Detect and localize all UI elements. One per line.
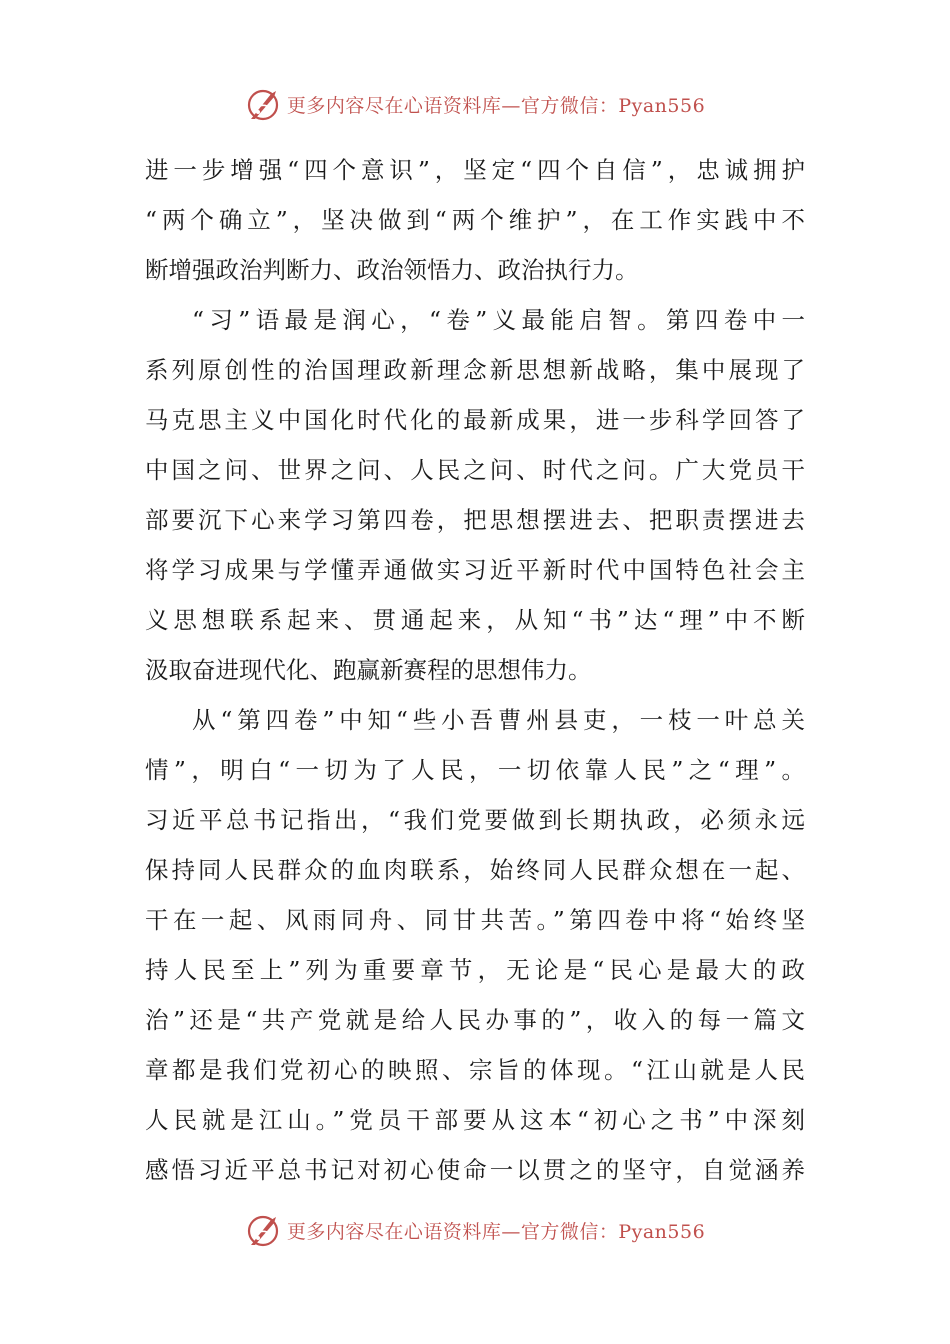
text-line: 人民就是江山。”党员干部要从这本“初心之书”中深刻 <box>145 1106 805 1134</box>
text-line: 将学习成果与学懂弄通做实习近平新时代中国特色社会主 <box>145 556 805 584</box>
text-line: 汲取奋进现代化、跑赢新赛程的思想伟力。 <box>145 656 592 684</box>
text-line: 干在一起、风雨同舟、同甘共苦。”第四卷中将“始终坚 <box>145 906 805 934</box>
pen-logo-icon <box>245 86 281 122</box>
text-line: 中国之问、世界之问、人民之问、时代之问。广大党员干 <box>145 456 805 484</box>
pen-logo-icon <box>245 1212 281 1248</box>
text-line: 进一步增强“四个意识”，坚定“四个自信”，忠诚拥护 <box>145 156 805 184</box>
watermark-text: 更多内容尽在心语资料库—官方微信：Pyan556 <box>286 1220 706 1243</box>
text-line: 义思想联系起来、贯通起来，从知“书”达“理”中不断 <box>145 606 805 634</box>
header-watermark <box>0 84 950 124</box>
text-line: 习近平总书记指出，“我们党要做到长期执政，必须永远 <box>145 806 805 834</box>
text-line: 情”，明白“一切为了人民，一切依靠人民”之“理”。 <box>145 756 805 784</box>
footer-watermark <box>0 1210 950 1250</box>
text-line: 马克思主义中国化时代化的最新成果，进一步科学回答了 <box>145 406 805 434</box>
text-line: 从“第四卷”中知“些小吾曹州县吏，一枝一叶总关 <box>192 706 805 734</box>
text-line: 保持同人民群众的血肉联系，始终同人民群众想在一起、 <box>145 856 805 884</box>
text-line: “习”语最是润心，“卷”义最能启智。第四卷中一 <box>192 306 805 334</box>
text-line: 章都是我们党初心的映照、宗旨的体现。“江山就是人民 <box>145 1056 805 1084</box>
text-line: 断增强政治判断力、政治领悟力、政治执行力。 <box>145 256 639 284</box>
text-line: 部要沉下心来学习第四卷，把思想摆进去、把职责摆进去 <box>145 506 805 534</box>
text-line: 持人民至上”列为重要章节，无论是“民心是最大的政 <box>145 956 805 984</box>
text-line: 感悟习近平总书记对初心使命一以贯之的坚守，自觉涵养 <box>145 1156 805 1184</box>
text-line: “两个确立”，坚决做到“两个维护”，在工作实践中不 <box>145 206 805 234</box>
text-line: 系列原创性的治国理政新理念新思想新战略，集中展现了 <box>145 356 805 384</box>
text-line: 治”还是“共产党就是给人民办事的”，收入的每一篇文 <box>145 1006 805 1034</box>
document-body <box>145 145 805 1195</box>
watermark-text: 更多内容尽在心语资料库—官方微信：Pyan556 <box>286 94 706 117</box>
